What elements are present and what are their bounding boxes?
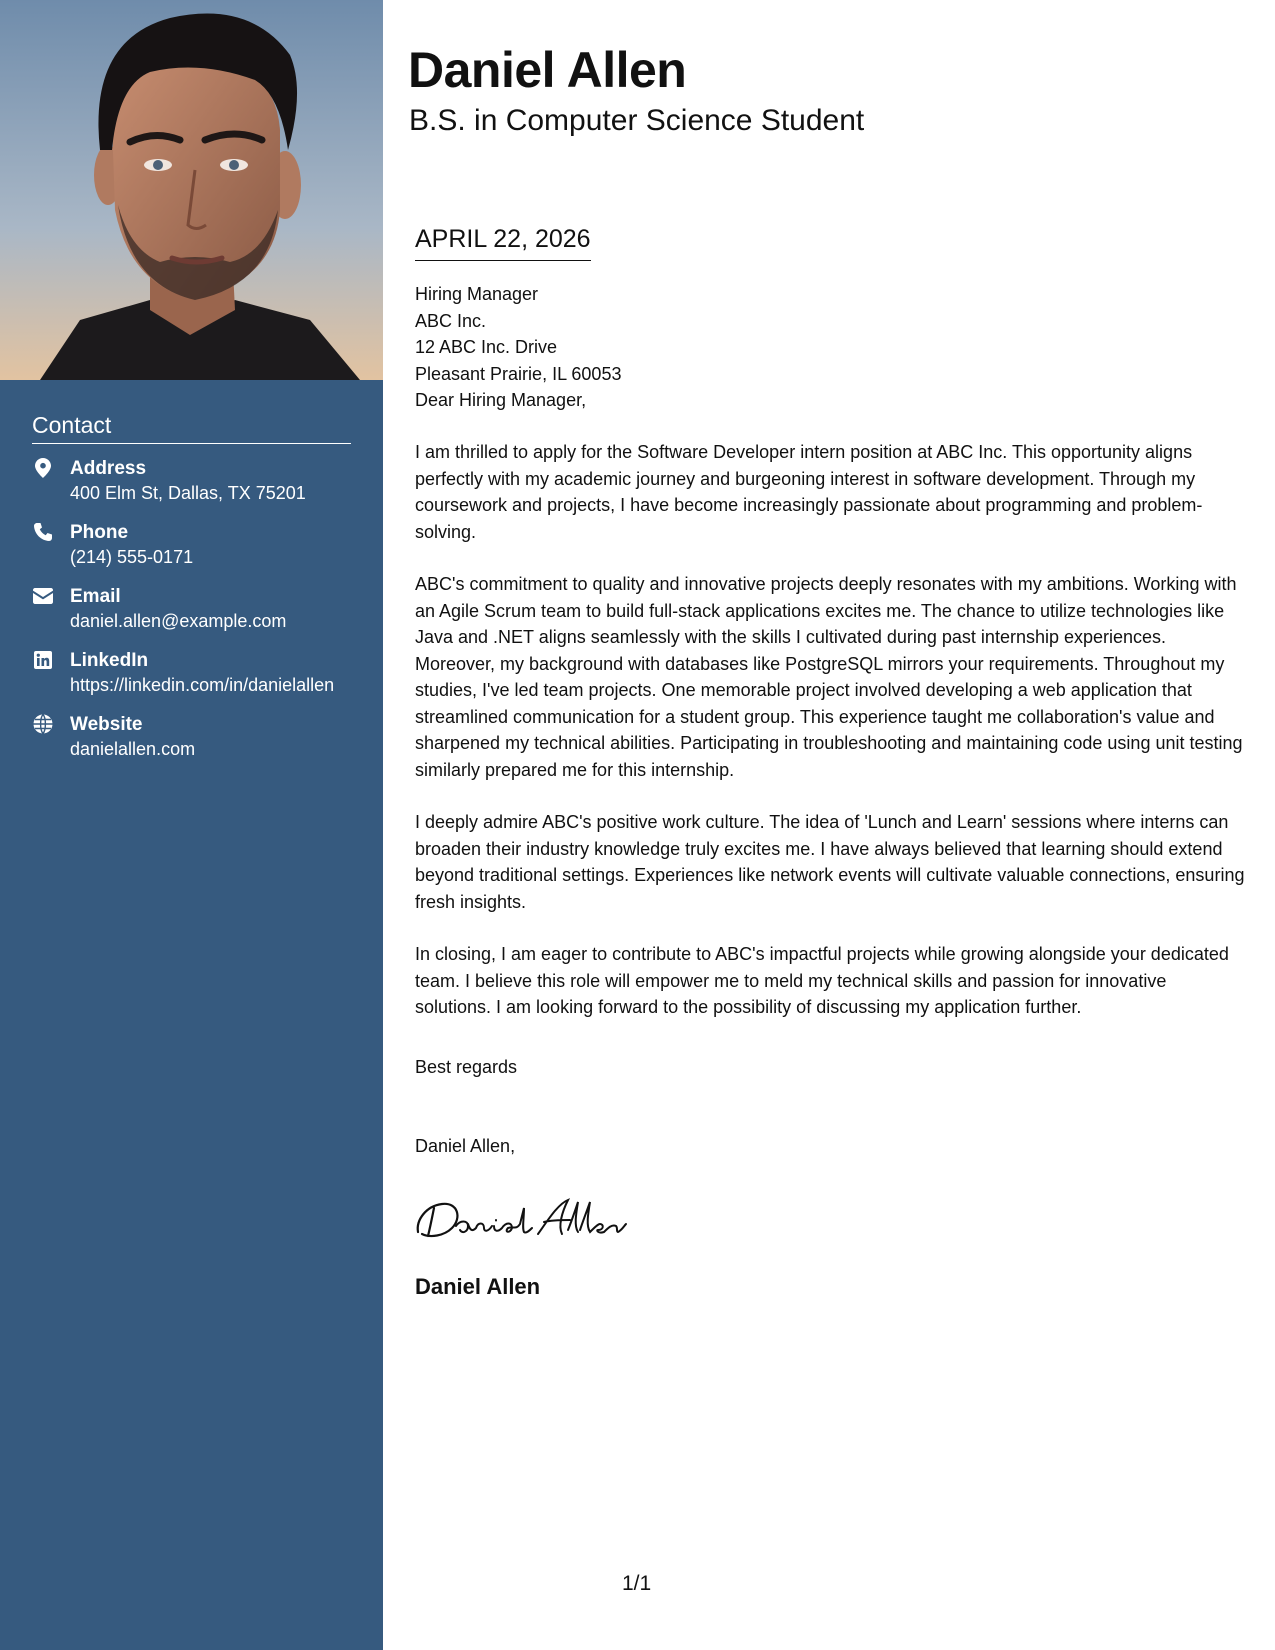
page-number: 1/1 xyxy=(622,1572,652,1595)
contact-item-address xyxy=(32,456,351,506)
map-pin-icon xyxy=(32,457,54,479)
body-paragraph: In closing, I am eager to contribute to ABC's impactful projects while growing alongside your dedicated team. I believe this role will empower me to meld my technical skills and passion for innovative solutions. I am looking forward to the possibility of discussing my application further. xyxy=(415,944,1229,1017)
globe-icon xyxy=(32,713,54,735)
contact-label: Email xyxy=(70,586,121,607)
contact-section xyxy=(32,412,351,776)
typed-name: Daniel Allen xyxy=(415,1274,541,1299)
linkedin-value: https://linkedin.com/in/danielallen xyxy=(70,675,335,695)
signoff-name: Daniel Allen, xyxy=(415,1136,516,1156)
body-paragraph: I am thrilled to apply for the Software Developer intern position at ABC Inc. This opportunity aligns perfectly with my academic journey and burgeoning interest in software development. Through my coursework and projects, I have become increasingly passionate about programming and problem-solving. xyxy=(415,442,1203,542)
contact-item-website xyxy=(32,712,351,762)
body-paragraph: I deeply admire ABC's positive work culture. The idea of 'Lunch and Learn' sessions where interns can broaden their industry knowledge truly excites me. I have always believed that learning should extend beyond traditional settings. Experiences like network events will cultivate valuable connections, ensuring fresh insights. xyxy=(415,812,1245,912)
phone-icon xyxy=(32,521,54,543)
contact-label: Phone xyxy=(70,522,129,543)
closing-line: Best regards xyxy=(415,1057,518,1077)
contact-heading: Contact xyxy=(32,412,351,444)
applicant-title: B.S. in Computer Science Student xyxy=(409,104,865,137)
envelope-icon xyxy=(32,585,54,607)
letter-body xyxy=(415,439,1245,1047)
applicant-name: Daniel Allen xyxy=(408,42,687,98)
contact-label: Website xyxy=(70,714,143,735)
contact-label: Address xyxy=(70,458,147,479)
phone-value: (214) 555-0171 xyxy=(70,547,194,567)
contact-item-email xyxy=(32,584,351,634)
linkedin-icon xyxy=(32,649,54,671)
body-paragraph: ABC's commitment to quality and innovative projects deeply resonates with my ambitions. Working with an Agile Scrum team to build full-stack applications excites me. The chance to utilize technologies like Java and .NET aligns seamlessly with the skills I cultivated during past internship experiences. Moreover, my background with databases like PostgreSQL mirrors your requirements. Throughout my studies, I've led team projects. One memorable project involved developing a web application that streamlined communication for a student group. This experience taught me collaboration's value and sharpened my technical abilities. Participating in troubleshooting and maintaining code using unit testing similarly prepared me for this internship. xyxy=(415,574,1243,780)
email-value: daniel.allen@example.com xyxy=(70,611,287,631)
recipient-line: 12 ABC Inc. Drive xyxy=(415,337,558,357)
contact-item-linkedin xyxy=(32,648,351,698)
contact-item-phone xyxy=(32,520,351,570)
recipient-block xyxy=(415,281,621,414)
recipient-line: ABC Inc. xyxy=(415,310,487,331)
salutation: Dear Hiring Manager, xyxy=(415,390,587,410)
sidebar xyxy=(0,0,383,1650)
website-value: danielallen.com xyxy=(70,739,196,759)
handwritten-signature xyxy=(412,1190,632,1250)
profile-photo xyxy=(0,0,383,380)
letter-date: APRIL 22, 2026 xyxy=(415,222,591,261)
recipient-line: Hiring Manager xyxy=(415,284,539,304)
contact-label: LinkedIn xyxy=(70,650,149,671)
recipient-line: Pleasant Prairie, IL 60053 xyxy=(415,363,622,384)
address-value: 400 Elm St, Dallas, TX 75201 xyxy=(70,483,306,503)
